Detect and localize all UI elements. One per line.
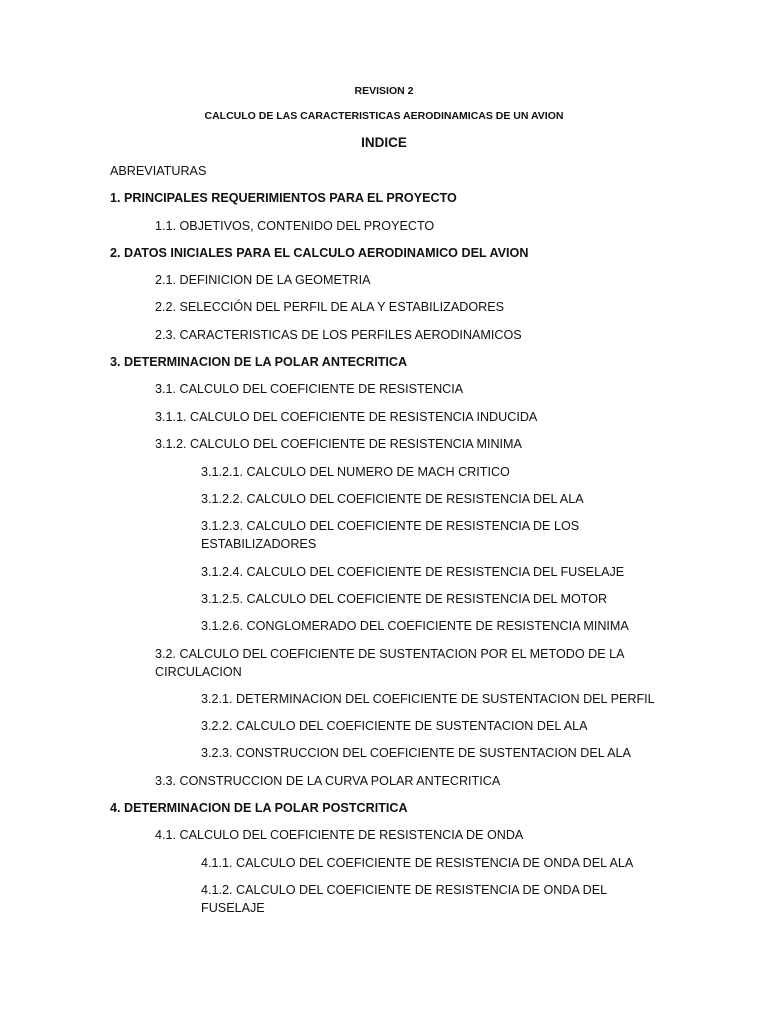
toc-entry: ABREVIATURAS xyxy=(110,164,207,178)
toc-entry: 3.1.1. CALCULO DEL COEFICIENTE DE RESISTENCIA INDUCIDA xyxy=(155,410,538,424)
toc-entry: 4.1. CALCULO DEL COEFICIENTE DE RESISTENCIA DE ONDA xyxy=(155,828,524,842)
toc-entry: 2.1. DEFINICION DE LA GEOMETRIA xyxy=(155,273,371,287)
toc-entry: 3. DETERMINACION DE LA POLAR ANTECRITICA xyxy=(110,355,408,369)
toc-entry: 3.2. CALCULO DEL COEFICIENTE DE SUSTENTACION POR EL METODO DE LA CIRCULACION xyxy=(155,647,624,679)
toc-entry: 3.3. CONSTRUCCION DE LA CURVA POLAR ANTECRITICA xyxy=(155,774,501,788)
toc-entry: 3.1.2.2. CALCULO DEL COEFICIENTE DE RESISTENCIA DEL ALA xyxy=(201,492,584,506)
index-title: INDICE xyxy=(361,135,407,150)
toc-entry: 3.1.2.1. CALCULO DEL NUMERO DE MACH CRITICO xyxy=(201,465,510,479)
toc-entry: 3.1.2.5. CALCULO DEL COEFICIENTE DE RESISTENCIA DEL MOTOR xyxy=(201,592,608,606)
toc-entry: 3.1.2.4. CALCULO DEL COEFICIENTE DE RESISTENCIA DEL FUSELAJE xyxy=(201,565,625,579)
toc-entry: 3.1. CALCULO DEL COEFICIENTE DE RESISTENCIA xyxy=(155,382,464,396)
toc-entry: 2.3. CARACTERISTICAS DE LOS PERFILES AERODINAMICOS xyxy=(155,328,522,342)
toc-entry: 3.2.1. DETERMINACION DEL COEFICIENTE DE SUSTENTACION DEL PERFIL xyxy=(201,692,655,706)
toc-entry: 3.2.3. CONSTRUCCION DEL COEFICIENTE DE SUSTENTACION DEL ALA xyxy=(201,746,631,760)
toc-entry: 3.1.2.6. CONGLOMERADO DEL COEFICIENTE DE RESISTENCIA MINIMA xyxy=(201,619,629,633)
toc-entry: 1. PRINCIPALES REQUERIMIENTOS PARA EL PROYECTO xyxy=(110,191,457,205)
document-subtitle: CALCULO DE LAS CARACTERISTICAS AERODINAMICAS DE UN AVION xyxy=(204,110,564,122)
toc-entry: 1.1. OBJETIVOS, CONTENIDO DEL PROYECTO xyxy=(155,219,435,233)
toc-entry: 3.1.2. CALCULO DEL COEFICIENTE DE RESISTENCIA MINIMA xyxy=(155,437,522,451)
toc-entry: 2.2. SELECCIÓN DEL PERFIL DE ALA Y ESTABILIZADORES xyxy=(155,300,505,314)
toc-entry: 3.2.2. CALCULO DEL COEFICIENTE DE SUSTENTACION DEL ALA xyxy=(201,719,588,733)
toc-entry: 3.1.2.3. CALCULO DEL COEFICIENTE DE RESISTENCIA DE LOS ESTABILIZADORES xyxy=(201,519,580,551)
toc-entry: 4.1.1. CALCULO DEL COEFICIENTE DE RESISTENCIA DE ONDA DEL ALA xyxy=(201,856,634,870)
revision-label: REVISION 2 xyxy=(354,85,414,97)
toc-entry: 2. DATOS INICIALES PARA EL CALCULO AERODINAMICO DEL AVION xyxy=(110,246,529,260)
toc-entry: 4.1.2. CALCULO DEL COEFICIENTE DE RESISTENCIA DE ONDA DEL FUSELAJE xyxy=(201,883,607,915)
toc-entry: 4. DETERMINACION DE LA POLAR POSTCRITICA xyxy=(110,801,408,815)
